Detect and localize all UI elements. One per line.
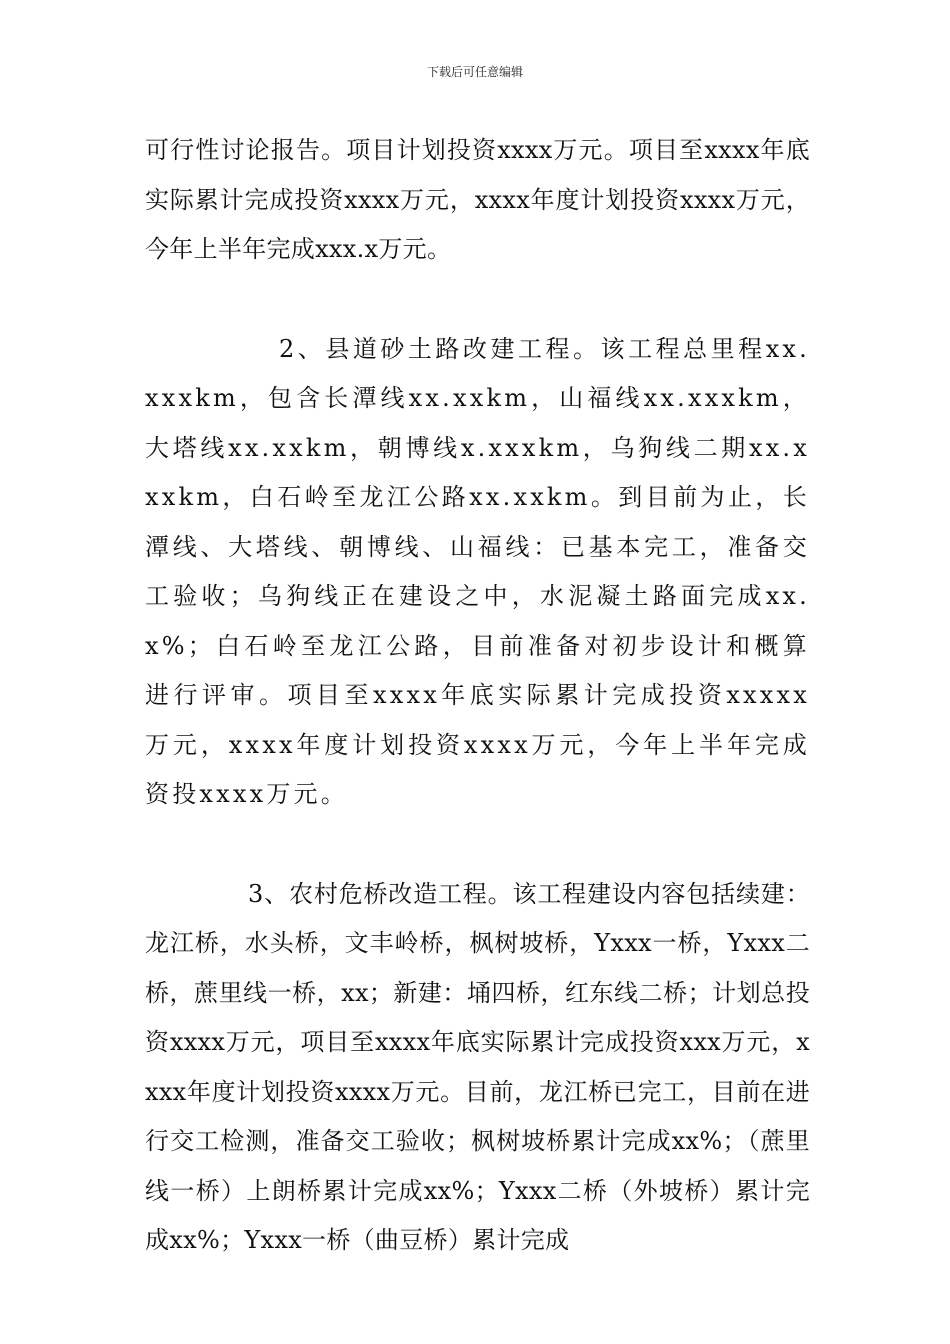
document-body (145, 126, 810, 1266)
paragraph-county-road-project: 2、县道砂土路改建工程。该工程总里程xx.xxxkm，包含长潭线xx.xxkm，山福线xx.xxxkm，大塔线xx.xxkm，朝博线x.xxxkm，乌狗线二期xx.xxxkm，白石岭至龙江公路xx.xxkm。到目前为止，长潭线、大塔线、朝博线、山福线：已基本完工，准备交工验收；乌狗线正在建设之中，水泥凝土路面完成xx.x%；白石岭至龙江公路，目前准备对初步设计和概算进行评审。项目至xxxx年底实际累计完成投资xxxxx万元，xxxx年度计划投资xxxx万元，今年上半年完成资投xxxx万元。 (145, 334, 810, 808)
paragraph-bridge-project: 3、农村危桥改造工程。该工程建设内容包括续建：龙江桥，水头桥，文丰岭桥，枫树坡桥，Yxxx一桥，Yxxx二桥，蔗里线一桥，xx；新建：埇四桥，红东线二桥；计划总投资xxxx万元，项目至xxxx年底实际累计完成投资xxx万元，xxxx年度计划投资xxxx万元。目前，龙江桥已完工，目前在进行交工检测，准备交工验收；枫树坡桥累计完成xx%；（蔗里线一桥）上朗桥累计完成xx%；Yxxx二桥（外坡桥）累计完成xx%；Yxxx一桥（曲豆桥）累计完成 (145, 879, 810, 1254)
paragraph-investment-summary: 可行性讨论报告。项目计划投资xxxx万元。项目至xxxx年底实际累计完成投资xxxx万元，xxxx年度计划投资xxxx万元，今年上半年完成xxx.x万元。 (145, 136, 810, 263)
page-header: 下载后可任意编辑 (426, 65, 523, 79)
